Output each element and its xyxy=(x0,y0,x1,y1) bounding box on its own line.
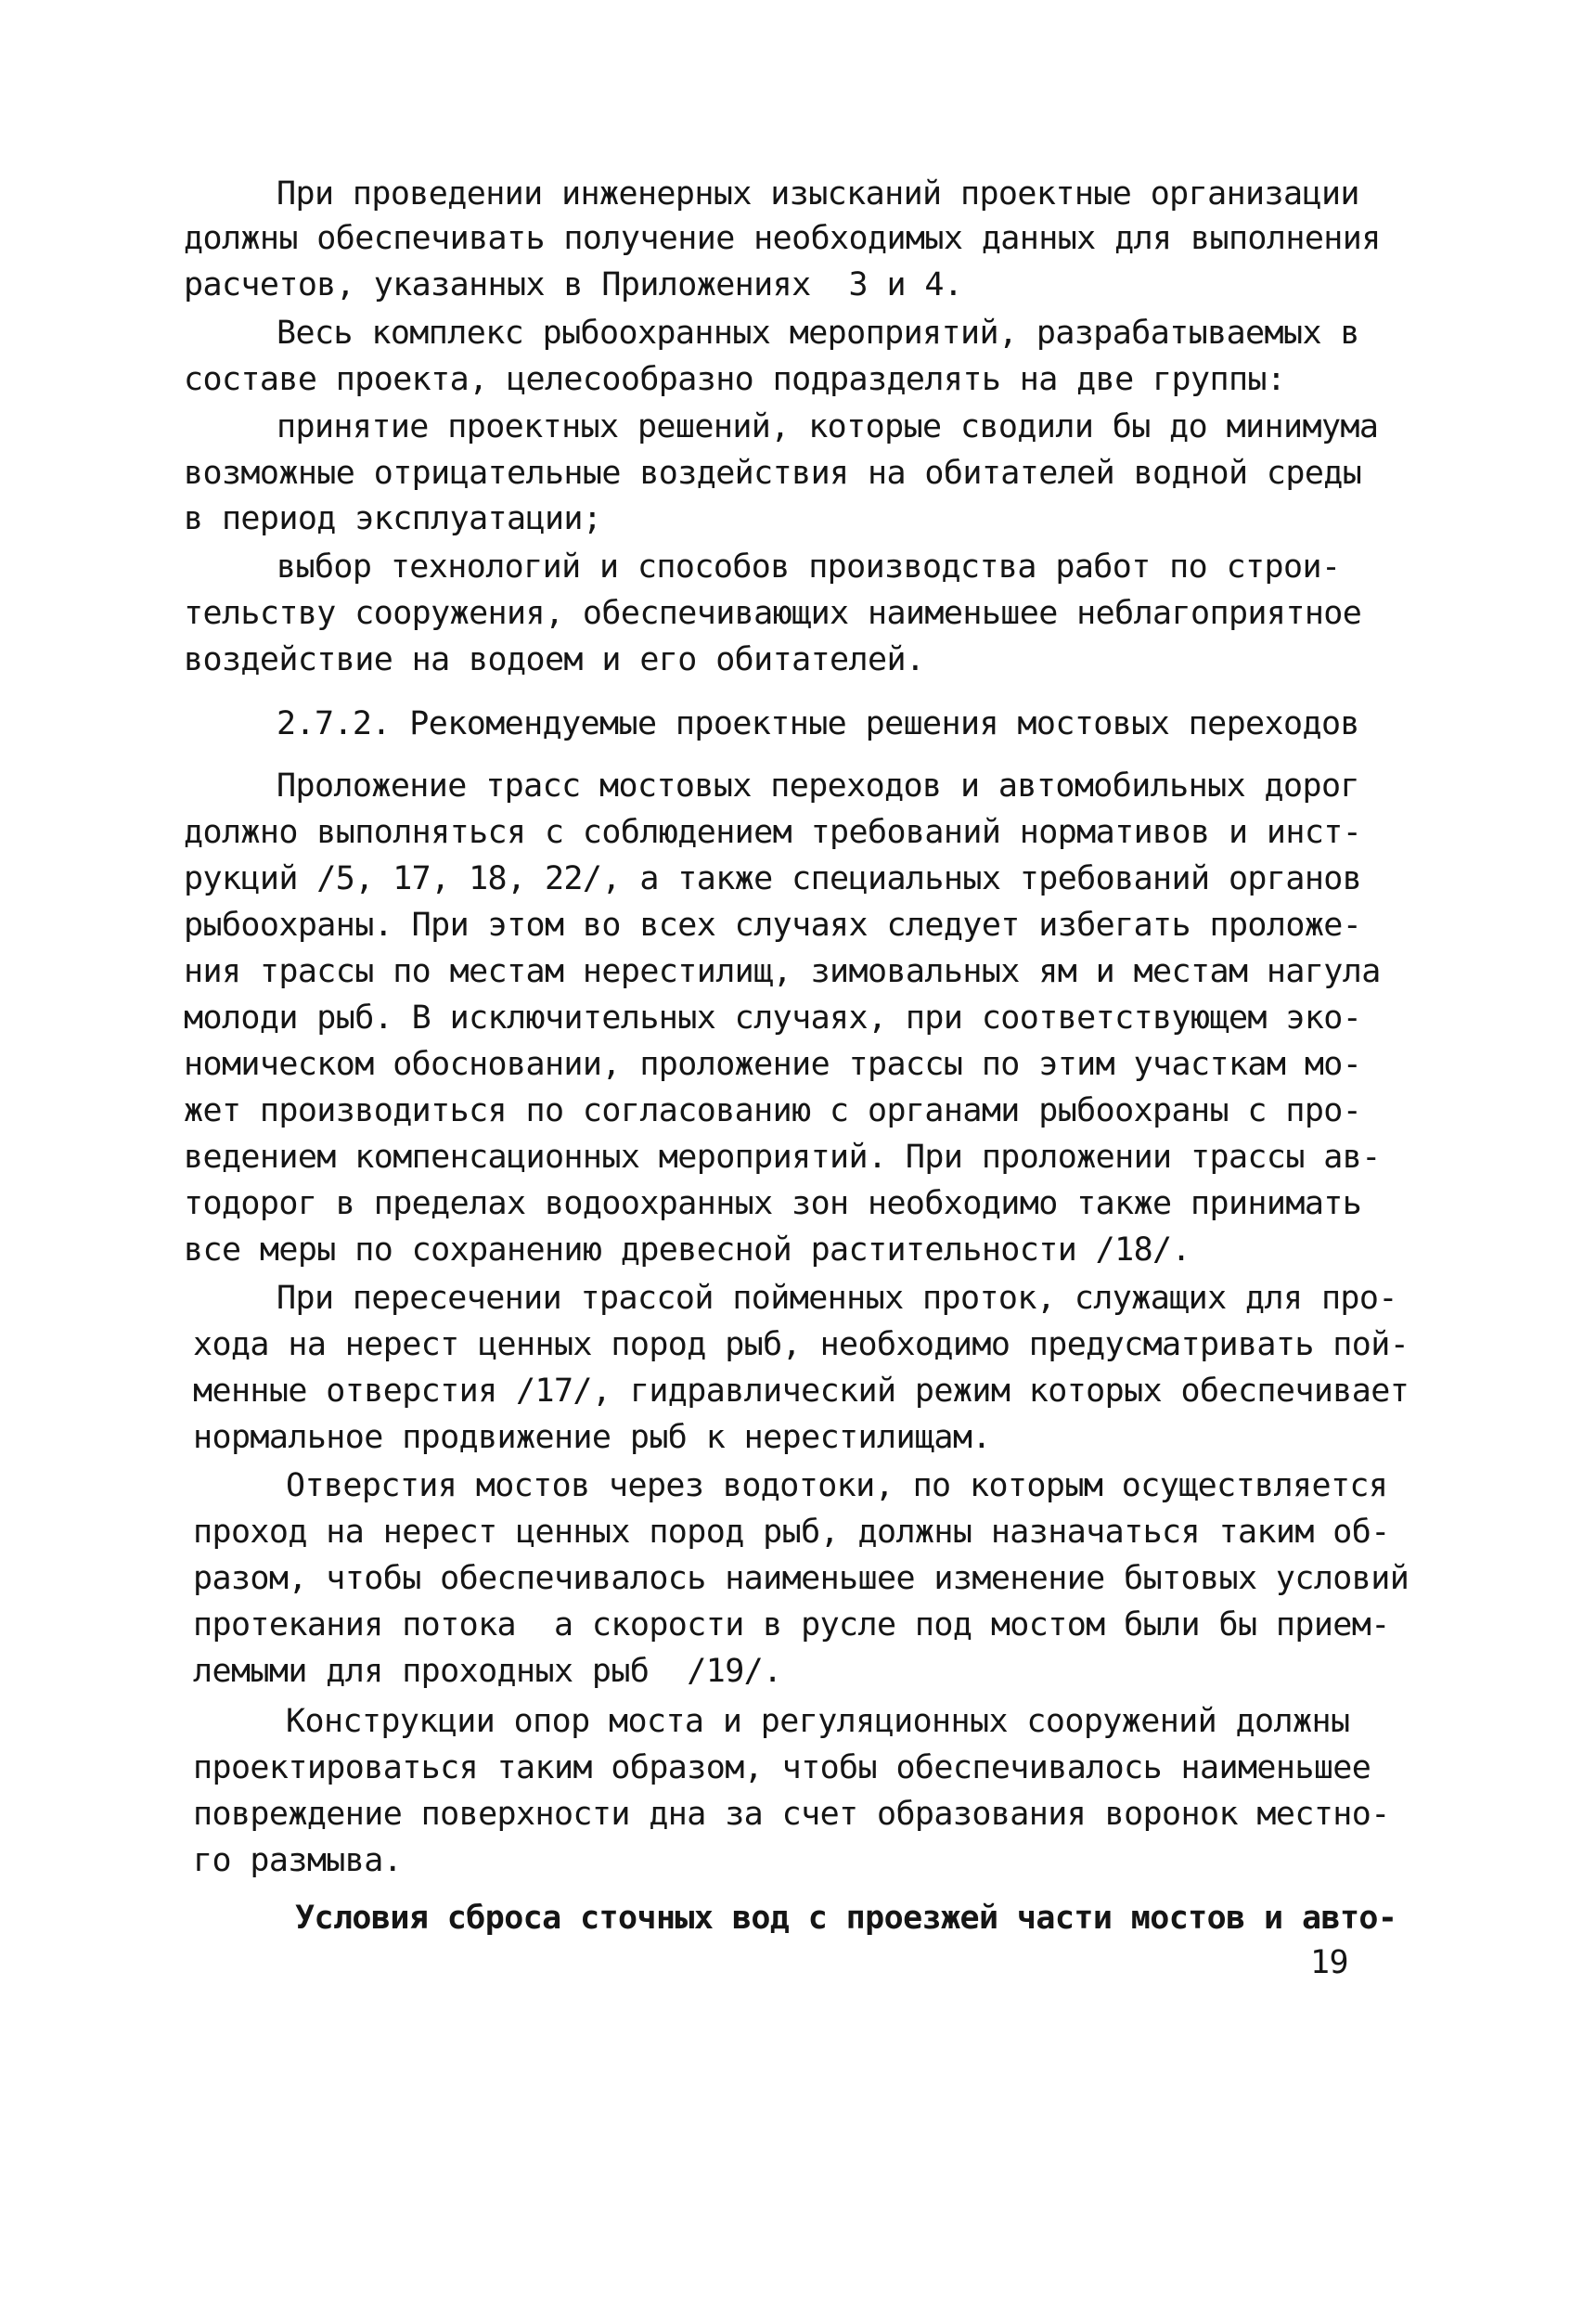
text-line-19: номическом обосновании, проложение трассы по этим участкам мо- xyxy=(184,1046,1362,1083)
text-line-1: При проведении инженерных изысканий проектные организации xyxy=(277,175,1359,213)
text-line-18: молоди рыб. В исключительных случаях, при соответствующем эко- xyxy=(184,999,1362,1037)
text-line-15: рукций /5, 17, 18, 22/, а также специальных требований органов xyxy=(184,860,1362,897)
text-line-22: тодорог в пределах водоохранных зон необходимо также принимать xyxy=(184,1185,1362,1222)
text-line-16: рыбоохраны. При этом во всех случаях следует избегать проложе- xyxy=(184,907,1362,944)
text-line-24: При пересечении трассой пойменных проток, служащих для про- xyxy=(277,1280,1397,1317)
text-line-35: повреждение поверхности дна за счет образования воронок местно- xyxy=(193,1796,1390,1833)
text-line-32: лемыми для проходных рыб /19/. xyxy=(193,1653,782,1690)
text-line-13: Проложение трасс мостовых переходов и автомобильных дорог xyxy=(277,767,1359,805)
page-number: 19 xyxy=(1310,1944,1348,1981)
text-line-10: тельству сооружения, обеспечивающих наименьшее неблагоприятное xyxy=(184,595,1362,632)
text-line-20: жет производиться по согласованию с органами рыбоохраны с про- xyxy=(184,1092,1362,1129)
text-line-11: воздействие на водоем и его обитателей. xyxy=(184,641,925,678)
text-line-2: должны обеспечивать получение необходимых данных для выполнения xyxy=(184,220,1381,257)
text-line-7: возможные отрицательные воздействия на обитателей водной среды xyxy=(184,455,1362,492)
text-line-34: проектироваться таким образом, чтобы обеспечивалось наименьшее xyxy=(193,1749,1371,1786)
text-line-21: ведением компенсационных мероприятий. При проложении трассы ав- xyxy=(184,1139,1381,1176)
text-line-27: нормальное продвижение рыб к нерестилищам. xyxy=(193,1419,991,1456)
text-line-25: хода на нерест ценных пород рыб, необходимо предусматривать пой- xyxy=(193,1326,1409,1363)
text-line-5: составе проекта, целесообразно подразделять на две группы: xyxy=(184,361,1286,398)
text-line-31: протекания потока а скорости в русле под мостом были бы прием- xyxy=(193,1606,1390,1643)
text-line-14: должно выполняться с соблюдением требований нормативов и инст- xyxy=(184,814,1362,851)
text-line-9: выбор технологий и способов производства работ по строи- xyxy=(277,548,1341,586)
text-line-37: Условия сброса сточных вод с проезжей части мостов и авто- xyxy=(295,1900,1397,1937)
text-line-8: в период эксплуатации; xyxy=(184,500,602,537)
text-line-23: все меры по сохранению древесной растительности /18/. xyxy=(184,1231,1191,1269)
text-line-3: расчетов, указанных в Приложениях 3 и 4. xyxy=(184,266,963,303)
text-line-33: Конструкции опор моста и регуляционных сооружений должны xyxy=(286,1703,1350,1740)
text-line-29: проход на нерест ценных пород рыб, должны назначаться таким об- xyxy=(193,1514,1390,1551)
section-heading: 2.7.2. Рекомендуемые проектные решения мостовых переходов xyxy=(277,705,1359,742)
text-line-30: разом, чтобы обеспечивалось наименьшее изменение бытовых условий xyxy=(193,1560,1409,1597)
text-line-17: ния трассы по местам нерестилищ, зимовальных ям и местам нагула xyxy=(184,953,1381,990)
text-line-28: Отверстия мостов через водотоки, по которым осуществляется xyxy=(286,1467,1388,1504)
text-line-26: менные отверстия /17/, гидравлический режим которых обеспечивает xyxy=(193,1373,1409,1410)
text-line-4: Весь комплекс рыбоохранных мероприятий, разрабатываемых в xyxy=(277,315,1359,352)
text-line-6: принятие проектных решений, которые сводили бы до минимума xyxy=(277,408,1379,445)
text-line-36: го размыва. xyxy=(193,1842,403,1879)
